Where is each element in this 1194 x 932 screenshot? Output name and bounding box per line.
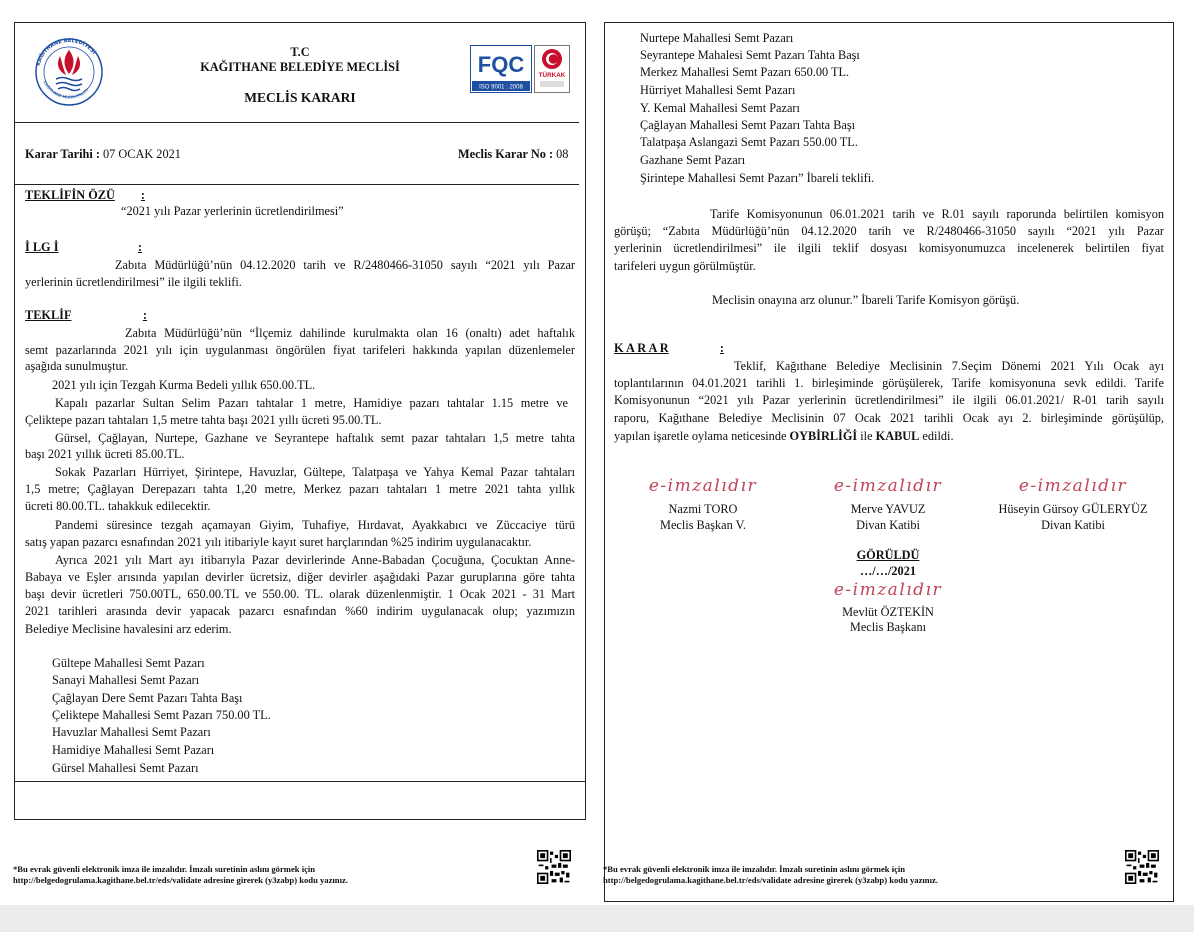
karar-heading: K A R A R: [614, 341, 669, 355]
viewer-bottom-strip: [0, 905, 1194, 932]
market-list-item: Çağlayan Dere Semt Pazarı Tahta Başı: [52, 691, 243, 705]
footer-note-line2[interactable]: http://belgedogrulama.kagithane.bel.tr/eds/validate adresine girerek (y3zabp) kodu yazınız.: [13, 875, 348, 885]
komisyon-line4: tarifeleri uygun görülmüştür.: [614, 259, 756, 273]
teklif-colon: :: [142, 308, 147, 322]
market-list-item: Y. Kemal Mahallesi Semt Pazarı: [640, 101, 800, 115]
signer-title: Meclis Başkanı: [849, 620, 927, 634]
e-signature-stamp: e-imzalıdır: [1018, 476, 1128, 496]
teklif-p5-line2: 1,5 metre; Çağlayan Derepazarı tahta 1,20 metre, Merkez pazarı tahtaları 1 metre 2021 tahta yıllık: [25, 482, 575, 496]
market-list-item: Şirintepe Mahallesi Semt Pazarı” İbareli teklifi.: [640, 171, 875, 185]
teklif-p7-line1: Ayrıca 2021 yılı Mart ayı itibarıyla Pazar devirlerinde Anne-Babadan Çocuğuna, Çocuktan Anne-: [55, 553, 575, 567]
page1-footer-frame: [14, 782, 586, 820]
teklif-p2: 2021 yılı için Tezgah Kurma Bedeli yıllık 650.00.TL.: [52, 378, 316, 392]
karar-line3: Komisyonunun “2021 yılı Pazar yerlerinin ücretlendirilmesi” ile ilgili 06.01.2021/ R-01 tarih sayılı: [614, 393, 1164, 407]
document-page-1: [0, 0, 598, 905]
teklif-p5-line1: Sokak Pazarları Hürriyet, Şirintepe, Havuzlar, Gültepe, Talatpaşa ve Yahya Kemal Pazar tahtaları: [55, 465, 575, 479]
karar-line2: toplantılarının 04.01.2021 tarihli 1. birleşiminde görüşülerek, Tarife komisyonuna sevk edildi. Tarife: [614, 376, 1164, 390]
goruldu-date: …/…/2021: [859, 564, 917, 578]
teklif-p4-line2: başı 2021 yıllık ücreti 85.00.TL.: [25, 447, 185, 461]
e-signature-stamp: e-imzalıdır: [833, 580, 943, 600]
teklif-p7-line2: Babaya ve Eşler arısında yapılan devirler ücretsiz, diğer devirler aşağıdaki Pazar guruplarına göre tahta: [25, 570, 575, 584]
teklifin-ozu-text: “2021 yılı Pazar yerlerinin ücretlendirilmesi”: [121, 204, 344, 218]
market-list-item: Gürsel Mahallesi Semt Pazarı: [52, 761, 199, 775]
ilgi-line-2: yerlerinin ücretlendirilmesi” ile ilgili teklifi.: [25, 275, 242, 289]
teklifin-ozu-colon: :: [140, 188, 145, 202]
decision-number: Meclis Karar No : 08: [458, 147, 569, 161]
teklif-p6-line2: satış yapan pazarcı esnafından 2021 yılı itibariyle kayıt suret harçlarından %25 indirim uygulanacaktır.: [25, 535, 532, 549]
signer-title: Divan Katibi: [1041, 518, 1105, 532]
signer-name: Merve YAVUZ: [850, 502, 926, 516]
teklif-p7-line3: başı devir ücretleri 750.00TL, 650.00.TL ve 550.00. TL. olarak düzenlenmiştir. 1 Ocak 2021 - 31 Mart: [25, 587, 575, 601]
teklif-heading: TEKLİF: [25, 308, 72, 322]
municipality-logo-icon: [30, 34, 108, 106]
komisyon-line3: yerlerinin ücretlendirilmesi” ile ilgili teklif dosyası komisyonumuzca incelenerek belirtilen fiyat: [614, 241, 1164, 255]
market-list-item: Nurtepe Mahallesi Semt Pazarı: [640, 31, 794, 45]
ilgi-line-1: Zabıta Müdürlüğü’nün 04.12.2020 tarih ve R/2480466-31050 sayılı “2021 yılı Pazar: [115, 258, 575, 272]
qr-code-icon: [537, 850, 571, 884]
ilgi-heading: İ LG İ: [25, 240, 59, 254]
svg-text:TÜRKAK: TÜRKAK: [538, 72, 566, 79]
teklif-p1-line2: semt pazarlarında 2021 yılı için uygulanması öngörülen fiyat tarifeleri hakkında yapılan düzenlemeler: [25, 343, 575, 357]
market-list-item: Gültepe Mahallesi Semt Pazarı: [52, 656, 205, 670]
svg-text:ISO 9001 : 2008: ISO 9001 : 2008: [479, 84, 523, 91]
ilgi-colon: :: [137, 240, 142, 254]
footer-note-line2[interactable]: http://belgedogrulama.kagithane.bel.tr/eds/validate adresine girerek (y3zabp) kodu yazınız.: [603, 875, 938, 885]
fqc-logo-icon: [470, 45, 532, 93]
teklif-p3-line2: Çeliktepe pazarı tahtaları 1,5 metre tahta başı 2021 yıllı ücreti 95.00.TL.: [25, 413, 382, 427]
header-council: KAĞITHANE BELEDİYE MECLİSİ: [200, 60, 400, 74]
teklif-p7-line5: Belediye Meclisine havalesini arz ederim.: [25, 622, 232, 636]
signer-title: Divan Katibi: [856, 518, 920, 532]
svg-text:KAĞITHANE BELEDİYESİ: KAĞITHANE BELEDİYESİ: [35, 37, 97, 67]
document-page-2: [598, 0, 1194, 905]
karar-line4: raporu, Kağıthane Belediye Meclisinin 07 Ocak 2021 tarihli Ocak ayı 2. birleşiminde görüşülüp,: [614, 411, 1164, 425]
signer-name: Nazmi TORO: [668, 502, 738, 516]
market-list-item: Hamidiye Mahallesi Semt Pazarı: [52, 743, 215, 757]
meta-rule: [14, 184, 579, 185]
market-list-item: Sanayi Mahallesi Semt Pazarı: [52, 673, 200, 687]
teklifin-ozu-heading: TEKLİFİN ÖZÜ: [25, 188, 115, 202]
qr-code-icon: [1125, 850, 1159, 884]
signer-name: Hüseyin Gürsoy GÜLERYÜZ: [998, 502, 1148, 516]
komisyon-line5: Meclisin onayına arz olunur.” İbareli Tarife Komisyon görüşü.: [712, 293, 1020, 307]
teklif-p6-line1: Pandemi süresince tezgah açamayan Giyim, Tuhafiye, Hırdavat, Ayakkabıcı ve Züccaciye türü: [55, 518, 575, 532]
goruldu-heading: GÖRÜLDÜ: [856, 548, 920, 562]
teklif-p3-line1: Kapalı pazarlar Sultan Selim Pazarı tahtalar 1 metre, Hamidiye pazarı tahtalar 1.15 metre ve: [55, 396, 568, 410]
decision-date: Karar Tarihi : 07 OCAK 2021: [25, 147, 181, 161]
market-list-item: Seyrantepe Mahalesi Semt Pazarı Tahta Başı: [640, 48, 860, 62]
komisyon-line1: Tarife Komisyonunun 06.01.2021 tarih ve R.01 sayılı raporunda belirtilen komisyon: [710, 207, 1164, 221]
karar-line5: yapılan işaretle oylama neticesinde OYBİRLİĞİ ile KABUL edildi.: [614, 429, 954, 443]
karar-line1: Teklif, Kağıthane Belediye Meclisinin 7.Seçim Dönemi 2021 Yılı Ocak ayı: [734, 359, 1164, 373]
karar-colon: :: [719, 341, 724, 355]
signer-name: Mevlüt ÖZTEKİN: [842, 605, 934, 619]
header-rule: [14, 122, 579, 123]
turkak-logo-icon: [534, 45, 570, 93]
header-doc-type: MECLİS KARARI: [244, 90, 356, 105]
header-tc: T.C: [290, 45, 310, 59]
teklif-p1-line1: Zabıta Müdürlüğü’nün “İlçemiz dahilinde kurulmakta olan 16 (onaltı) adet haftalık: [125, 326, 575, 340]
market-list-item: Çağlayan Mahallesi Semt Pazarı Tahta Başı: [640, 118, 856, 132]
market-list-item: Merkez Mahallesi Semt Pazarı 650.00 TL.: [640, 65, 850, 79]
teklif-p1-line3: aşağıda sunulmuştur.: [25, 359, 129, 373]
footer-note-line1: *Bu evrak güvenli elektronik imza ile imzalıdır. İmzalı suretinin aslını görmek için: [13, 864, 316, 874]
teklif-p5-line3: ücreti 80.00.TL. tahakkuk edilecektir.: [25, 499, 211, 513]
market-list-item: Havuzlar Mahallesi Semt Pazarı: [52, 725, 211, 739]
market-list-item: Talatpaşa Aslangazi Semt Pazarı 550.00 TL.: [640, 135, 858, 149]
market-list-item: Hürriyet Mahallesi Semt Pazarı: [640, 83, 796, 97]
market-list-item: Çeliktepe Mahallesi Semt Pazarı 750.00 TL.: [52, 708, 271, 722]
teklif-p7-line4: 2021 tarihleri arasında devir yapacak pazarcı esnafından %60 indirim uygulanacak olup; yazımızın: [25, 604, 575, 618]
teklif-p4-line1: Gürsel, Çağlayan, Nurtepe, Gazhane ve Seyrantepe haftalık semt pazar tahtaları 1,5 metre tahta: [55, 431, 575, 445]
komisyon-line2: görüşü; “Zabıta Müdürlüğü’nün 04.12.2020 tarih ve R/2480466-31050 sayılı “2021 yılı Pazar: [614, 224, 1164, 238]
market-list-item: Gazhane Semt Pazarı: [640, 153, 746, 167]
e-signature-stamp: e-imzalıdır: [833, 476, 943, 496]
svg-text:KAĞITHANE MUNICIPALITY: KAĞITHANE MUNICIPALITY: [42, 79, 90, 100]
svg-text:FQC: FQC: [477, 52, 525, 77]
signer-title: Meclis Başkan V.: [660, 518, 746, 532]
e-signature-stamp: e-imzalıdır: [648, 476, 758, 496]
footer-note-line1: *Bu evrak güvenli elektronik imza ile imzalıdır. İmzalı suretinin aslını görmek için: [603, 864, 906, 874]
